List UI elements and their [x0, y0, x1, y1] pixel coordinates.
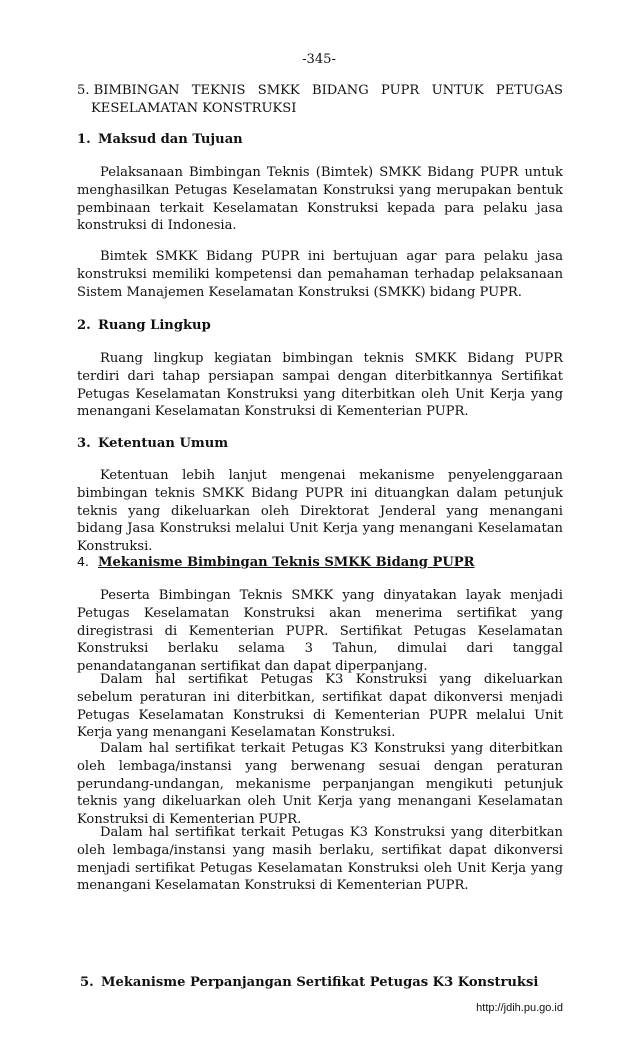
section-title: Mekanisme Perpanjangan Sertifikat Petugas K3 Konstruksi [101, 975, 539, 990]
chapter-word: UNTUK [431, 83, 484, 98]
paragraph: Pelaksanaan Bimbingan Teknis (Bimtek) SMKK Bidang PUPR untuk menghasilkan Petugas Keselamatan Konstruksi yang merupakan bentuk pembinaan terkait Keselamatan Konstruksi kepada para pelaku jasa konstruksi di Indonesia. [77, 165, 563, 234]
section-number: 5. [80, 975, 94, 990]
section-title: Mekanisme Bimbingan Teknis SMKK Bidang PUPR [98, 555, 475, 570]
paragraph: Bimtek SMKK Bidang PUPR ini bertujuan agar para pelaku jasa konstruksi memiliki kompetensi dan pemahaman terhadap pelaksanaan Sistem Manajemen Keselamatan Konstruksi (SMKK) bidang PUPR. [77, 249, 563, 300]
paragraph: Ruang lingkup kegiatan bimbingan teknis SMKK Bidang PUPR terdiri dari tahap persiapan sampai dengan diterbitkannya Sertifikat Petugas Keselamatan Konstruksi yang diterbitkan oleh Unit Kerja yang menangani Keselamatan Konstruksi di Kementerian PUPR. [77, 351, 563, 420]
chapter-word: PETUGAS [495, 83, 563, 98]
chapter-word: PUPR [380, 83, 420, 98]
section-title: Maksud dan Tujuan [98, 132, 243, 147]
chapter-heading-line2: KESELAMATAN KONSTRUKSI [91, 100, 297, 116]
section-number: 4. [77, 554, 89, 569]
paragraph: Dalam hal sertifikat terkait Petugas K3 Konstruksi yang diterbitkan oleh lembaga/instansi yang berwenang sesuai dengan peraturan perundang-undangan, mekanisme perpanjangan mengikuti petunjuk teknis yang dikeluarkan oleh Unit Kerja yang menangani Keselamatan Konstruksi di Kementerian PUPR. [77, 741, 563, 828]
section-title: Ketentuan Umum [98, 436, 229, 451]
chapter-word: TEKNIS [191, 83, 246, 98]
chapter-word: 5. BIMBINGAN [77, 83, 180, 98]
footer-url: http://jdih.pu.go.id [476, 1002, 563, 1014]
chapter-word: BIDANG [312, 83, 369, 98]
section-heading-1 [77, 131, 563, 149]
page-number: -345- [302, 52, 336, 67]
section-number: 1. [77, 132, 91, 147]
paragraph: Peserta Bimbingan Teknis SMKK yang dinyatakan layak menjadi Petugas Keselamatan Konstruksi akan menerima sertifikat yang diregistrasi di Kementerian PUPR. Sertifikat Petugas Keselamatan Konstruksi berlaku selama 3 Tahun, dimulai dari tanggal penandatanganan sertifikat dan dapat diperpanjang. [77, 588, 563, 675]
section-heading-3 [77, 435, 563, 453]
section-heading-2 [77, 317, 563, 335]
section-heading-5 [80, 974, 566, 992]
chapter-heading-line1 [77, 82, 563, 100]
section-number: 3. [77, 436, 91, 451]
paragraph: Dalam hal sertifikat terkait Petugas K3 Konstruksi yang diterbitkan oleh lembaga/instansi yang masih berlaku, sertifikat dapat dikonversi menjadi sertifikat Petugas Keselamatan Konstruksi oleh Unit Kerja yang menangani Keselamatan Konstruksi di Kementerian PUPR. [77, 825, 563, 894]
section-number: 2. [77, 318, 91, 333]
chapter-word: SMKK [257, 83, 300, 98]
section-heading-4 [77, 553, 563, 572]
section-title: Ruang Lingkup [98, 318, 211, 333]
paragraph: Ketentuan lebih lanjut mengenai mekanisme penyelenggaraan bimbingan teknis SMKK Bidang PUPR ini dituangkan dalam petunjuk teknis yang dikeluarkan oleh Direktorat Jenderal yang menangani bidang Jasa Konstruksi melalui Unit Kerja yang menangani Keselamatan Konstruksi. [77, 468, 563, 555]
chapter-heading [77, 82, 563, 118]
paragraph: Dalam hal sertifikat Petugas K3 Konstruksi yang dikeluarkan sebelum peraturan ini diterbitkan, sertifikat dapat dikonversi menjadi Petugas Keselamatan Konstruksi di Kementerian PUPR melalui Unit Kerja yang menangani Keselamatan Konstruksi. [77, 672, 563, 741]
